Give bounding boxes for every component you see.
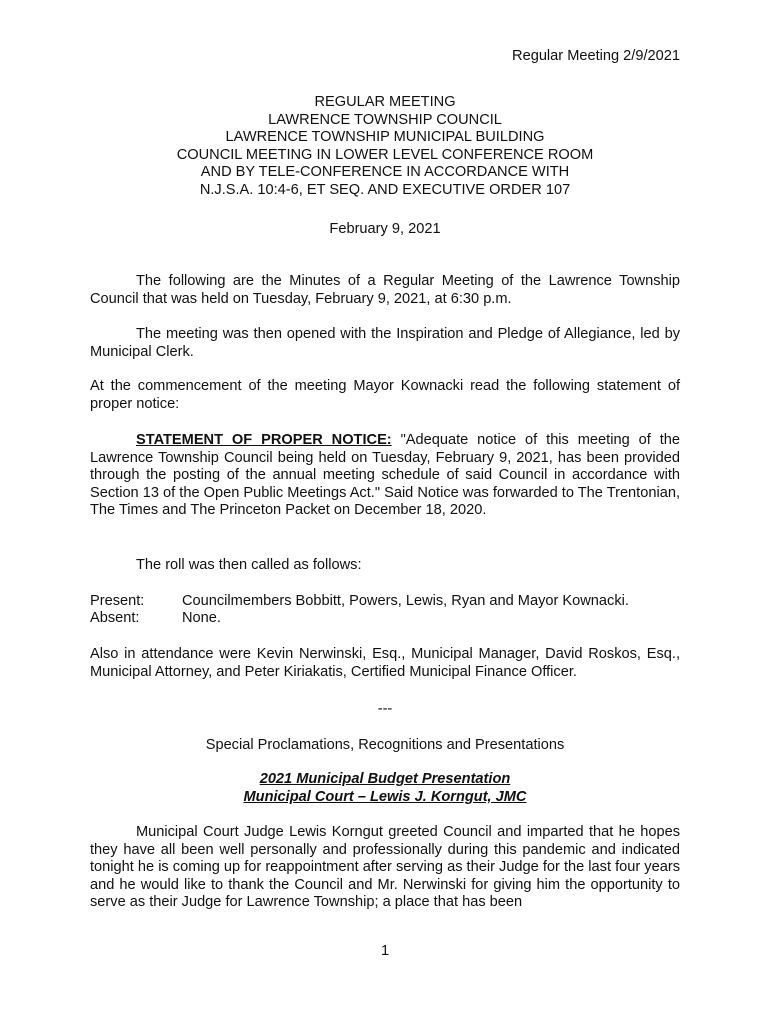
title-line: AND BY TELE-CONFERENCE IN ACCORDANCE WITH xyxy=(200,164,570,181)
attendance-paragraph: Also in attendance were Kevin Nerwinski, Esq., Municipal Manager, David Roskos, Esq., Municipal Attorney, and Peter Kiriakatis, Certified Municipal Finance Officer. xyxy=(90,646,680,680)
title-line: LAWRENCE TOWNSHIP MUNICIPAL BUILDING xyxy=(225,129,545,146)
roll-absent-value: None. xyxy=(182,610,221,626)
section-heading: Special Proclamations, Recognitions and Presentations xyxy=(205,737,565,753)
roll-present-value: Councilmembers Bobbitt, Powers, Lewis, Ryan and Mayor Kownacki. xyxy=(182,593,629,609)
opening-paragraph: The meeting was then opened with the Inspiration and Pledge of Allegiance, led by Municipal Clerk. xyxy=(90,326,680,360)
title-line: REGULAR MEETING xyxy=(314,94,456,110)
meeting-title-block xyxy=(0,94,770,200)
running-header: Regular Meeting 2/9/2021 xyxy=(512,48,680,64)
minutes-intro-paragraph: The following are the Minutes of a Regular Meeting of the Lawrence Township Council that was held on Tuesday, February 9, 2021, at 6:30 p.m. xyxy=(90,273,680,307)
notice-intro-paragraph: At the commencement of the meeting Mayor Kownacki read the following statement of proper notice: xyxy=(90,378,680,412)
proper-notice-paragraph xyxy=(90,432,680,520)
proper-notice-label: STATEMENT OF PROPER NOTICE: xyxy=(136,432,392,448)
meeting-date: February 9, 2021 xyxy=(329,221,441,237)
title-line: LAWRENCE TOWNSHIP COUNCIL xyxy=(268,111,502,128)
roll-absent-label: Absent: xyxy=(90,610,140,626)
page-number: 1 xyxy=(380,943,390,959)
municipal-court-heading: Municipal Court – Lewis J. Korngut, JMC xyxy=(243,789,527,805)
roll-absent-row xyxy=(90,610,680,628)
budget-presentation-heading: 2021 Municipal Budget Presentation xyxy=(259,771,511,787)
section-separator: --- xyxy=(377,701,393,717)
title-line: N.J.S.A. 10:4-6, ET SEQ. AND EXECUTIVE ORDER 107 xyxy=(199,181,571,198)
roll-call-intro: The roll was then called as follows: xyxy=(136,557,362,573)
roll-present-label: Present: xyxy=(90,593,145,609)
judge-remarks-paragraph: Municipal Court Judge Lewis Korngut greeted Council and imparted that he hopes they have all been well personally and professionally during this pandemic and indicated tonight he is coming up for reappointment after serving as their Judge for the last four years and he would like to thank the Council and Mr. Nerwinski for giving him the opportunity to serve as their Judge for Lawrence Township; a place that has been xyxy=(90,824,680,911)
roll-present-row xyxy=(90,593,680,611)
proper-notice-text: "Adequate notice of this meeting of the Lawrence Township Council being held on Tuesday, February 9, 2021, has been provided through the posting of the annual meeting schedule of said Council in accordance with Section 13 of the Open Public Meetings Act." Said Notice was forwarded to The Trentonian, The Times and The Princeton Packet on December 18, 2020. xyxy=(90,432,680,519)
title-line: COUNCIL MEETING IN LOWER LEVEL CONFERENCE ROOM xyxy=(176,146,594,163)
